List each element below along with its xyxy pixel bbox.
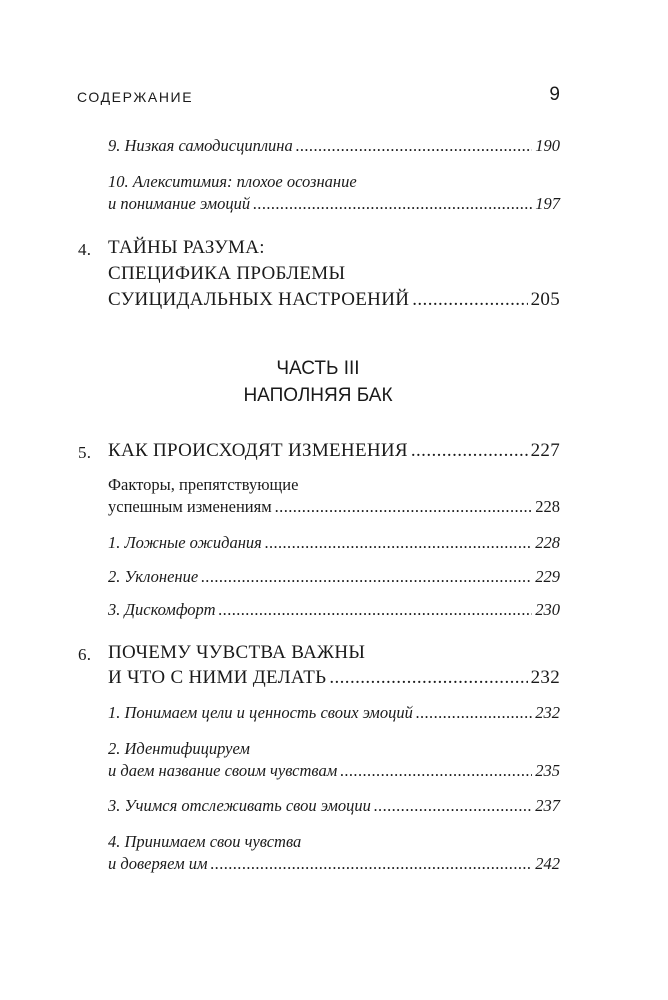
section-false-expectations[interactable] xyxy=(108,533,560,553)
toc-entry-text: СУИЦИДАЛЬНЫХ НАСТРОЕНИЙ xyxy=(108,289,410,310)
chapter-6-entry[interactable] xyxy=(108,666,560,690)
dot-leader xyxy=(411,439,528,463)
toc-entry-page: 230 xyxy=(535,600,560,619)
dot-leader xyxy=(374,796,532,816)
toc-entry-page: 242 xyxy=(535,854,560,873)
toc-entry-text: И ЧТО С НИМИ ДЕЛАТЬ xyxy=(108,667,327,688)
toc-entry-page: 228 xyxy=(535,497,560,516)
toc-entry-text: 3. Дискомфорт xyxy=(108,600,216,619)
section-avoidance[interactable] xyxy=(108,567,560,587)
dot-leader xyxy=(329,666,527,690)
toc-entry-text: 1. Ложные ожидания xyxy=(108,533,262,552)
toc-entry-page: 227 xyxy=(530,440,560,461)
chapter-4-line2[interactable]: СПЕЦИФИКА ПРОБЛЕМЫ xyxy=(108,263,346,284)
toc-entry-page: 232 xyxy=(530,667,560,688)
toc-entry-page: 228 xyxy=(535,533,560,552)
running-header-title: СОДЕРЖАНИЕ xyxy=(77,89,194,105)
toc-entry-page: 232 xyxy=(535,703,560,722)
part-label: ЧАСТЬ III xyxy=(276,358,360,379)
toc-entry-text: 2. Уклонение xyxy=(108,567,199,586)
part-title: НАПОЛНЯЯ БАК xyxy=(243,385,393,406)
section-track-emotions[interactable] xyxy=(108,796,560,816)
toc-entry-10-line1[interactable]: 10. Алекситимия: плохое осознание xyxy=(108,172,357,191)
dot-leader xyxy=(412,288,527,312)
section-factors[interactable] xyxy=(108,497,560,517)
chapter-6-number: 6. xyxy=(78,645,92,664)
toc-entry-10[interactable] xyxy=(108,194,560,214)
dot-leader xyxy=(416,703,532,723)
dot-leader xyxy=(340,761,532,781)
chapter-4-entry[interactable] xyxy=(108,288,560,312)
chapter-5-entry[interactable] xyxy=(108,439,560,463)
section-discomfort[interactable] xyxy=(108,600,560,620)
toc-entry-text: и доверяем им xyxy=(108,854,208,873)
toc-entry-9[interactable] xyxy=(108,136,560,156)
toc-entry-text: 1. Понимаем цели и ценность своих эмоций xyxy=(108,703,413,722)
dot-leader xyxy=(253,194,532,214)
toc-entry-page: 229 xyxy=(535,567,560,586)
toc-entry-page: 197 xyxy=(535,194,560,213)
dot-leader xyxy=(201,567,532,587)
toc-entry-text: 9. Низкая самодисциплина xyxy=(108,136,293,155)
toc-entry-page: 190 xyxy=(535,136,560,155)
chapter-4-number: 4. xyxy=(78,240,92,259)
chapter-5-number: 5. xyxy=(78,443,92,462)
section-accept[interactable] xyxy=(108,854,560,874)
dot-leader xyxy=(275,497,533,517)
chapter-6-line1[interactable]: ПОЧЕМУ ЧУВСТВА ВАЖНЫ xyxy=(108,642,366,663)
toc-entry-text: и понимание эмоций xyxy=(108,194,251,213)
toc-entry-page: 237 xyxy=(535,796,560,815)
chapter-4-line1[interactable]: ТАЙНЫ РАЗУМА: xyxy=(108,237,265,258)
section-identify[interactable] xyxy=(108,761,560,781)
section-factors-line1[interactable]: Факторы, препятствующие xyxy=(108,475,299,494)
dot-leader xyxy=(296,136,533,156)
toc-entry-text: КАК ПРОИСХОДЯТ ИЗМЕНЕНИЯ xyxy=(108,440,408,461)
toc-entry-text: успешным изменениям xyxy=(108,497,272,516)
toc-entry-text: 3. Учимся отслеживать свои эмоции xyxy=(108,796,371,815)
dot-leader xyxy=(211,854,533,874)
toc-entry-text: и даем название своим чувствам xyxy=(108,761,338,780)
section-accept-line1[interactable]: 4. Принимаем свои чувства xyxy=(108,832,302,851)
section-identify-line1[interactable]: 2. Идентифицируем xyxy=(108,739,250,758)
dot-leader xyxy=(265,533,532,553)
toc-entry-page: 235 xyxy=(535,761,560,780)
section-emotion-goals[interactable] xyxy=(108,703,560,723)
dot-leader xyxy=(219,600,533,620)
page-number: 9 xyxy=(549,84,560,105)
toc-entry-page: 205 xyxy=(530,289,560,310)
